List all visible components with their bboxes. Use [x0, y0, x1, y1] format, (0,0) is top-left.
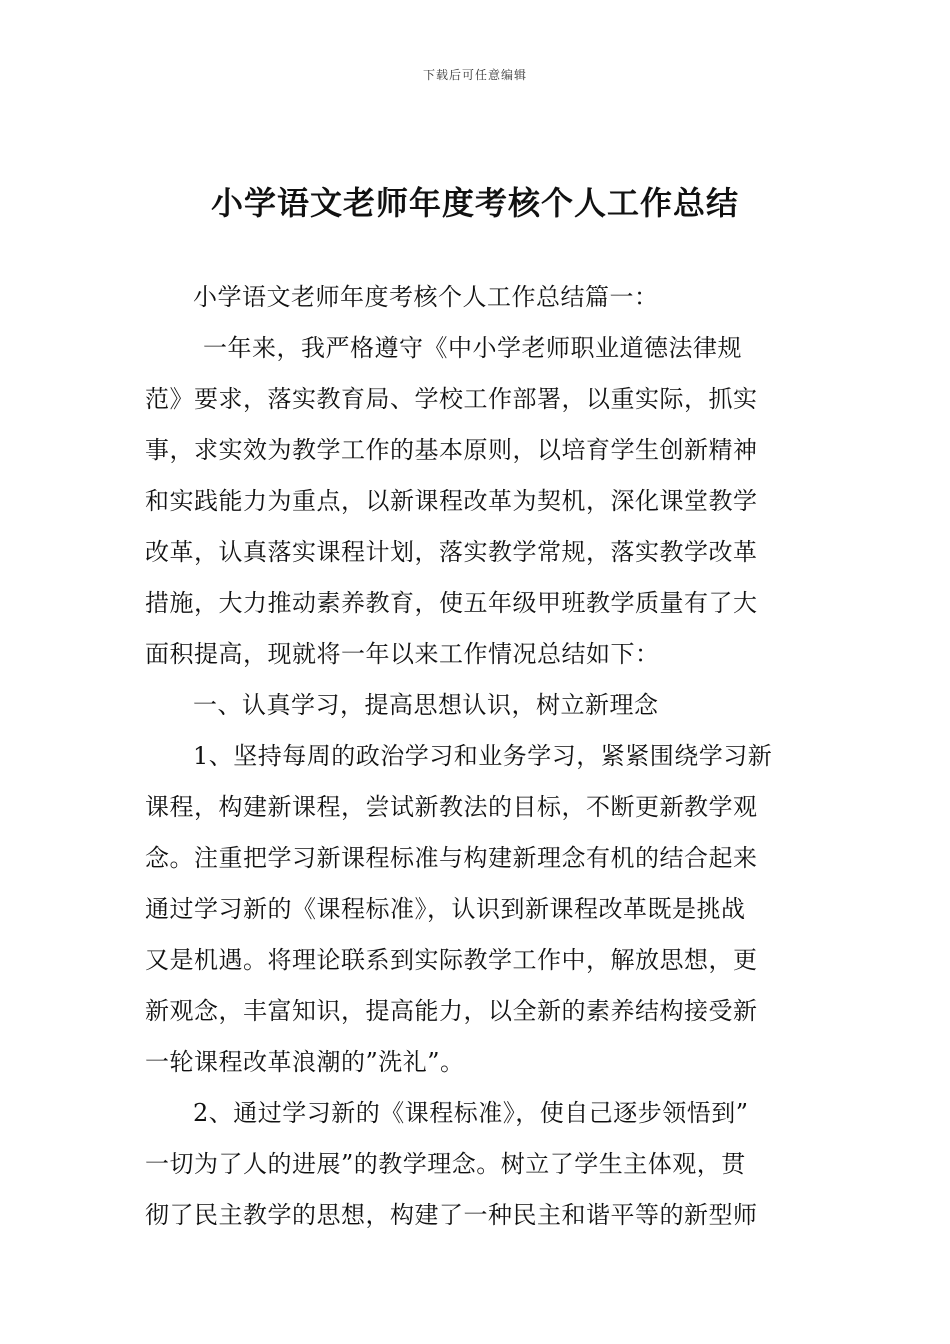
- paragraph-line: 念。注重把学习新课程标准与构建新理念有机的结合起来: [145, 844, 758, 872]
- document-title: 小学语文老师年度考核个人工作总结: [210, 184, 739, 222]
- paragraph-line: 通过学习新的《课程标准》，认识到新课程改革既是挑战: [145, 895, 746, 923]
- paragraph-line: 课程，构建新课程，尝试新教法的目标，不断更新教学观: [145, 793, 758, 821]
- paragraph-line: 改革，认真落实课程计划，落实教学常规，落实教学改革: [145, 538, 758, 566]
- document-body: [145, 272, 805, 1241]
- section-heading: 一、认真学习，提高思想认识，树立新理念: [193, 691, 659, 719]
- page-header-note: 下载后可任意编辑: [422, 68, 527, 82]
- paragraph-line: 2、通过学习新的《课程标准》，使自己逐步领悟到”: [193, 1099, 749, 1127]
- paragraph-line: 面积提高，现就将一年以来工作情况总结如下：: [145, 640, 660, 668]
- paragraph-line: 一切为了人的进展”的教学理念。树立了学生主体观，贯: [145, 1150, 746, 1178]
- paragraph-line: 措施，大力推动素养教育，使五年级甲班教学质量有了大: [145, 589, 758, 617]
- paragraph-line: 和实践能力为重点，以新课程改革为契机，深化课堂教学: [145, 487, 758, 515]
- paragraph-line: 事，求实效为教学工作的基本原则，以培育学生创新精神: [145, 436, 758, 464]
- section-heading: 小学语文老师年度考核个人工作总结篇一：: [193, 283, 659, 311]
- paragraph-line: 新观念，丰富知识，提高能力，以全新的素养结构接受新: [145, 997, 758, 1025]
- paragraph-line: 又是机遇。将理论联系到实际教学工作中，解放思想，更: [145, 946, 758, 974]
- paragraph-line: 一轮课程改革浪潮的”洗礼”。: [145, 1048, 465, 1076]
- paragraph-line: 彻了民主教学的思想，构建了一种民主和谐平等的新型师: [145, 1201, 758, 1229]
- paragraph-line: 1、坚持每周的政治学习和业务学习，紧紧围绕学习新: [193, 742, 773, 770]
- paragraph-line: 一年来，我严格遵守《中小学老师职业道德法律规: [203, 334, 742, 362]
- paragraph-line: 范》要求，落实教育局、学校工作部署，以重实际，抓实: [145, 385, 758, 413]
